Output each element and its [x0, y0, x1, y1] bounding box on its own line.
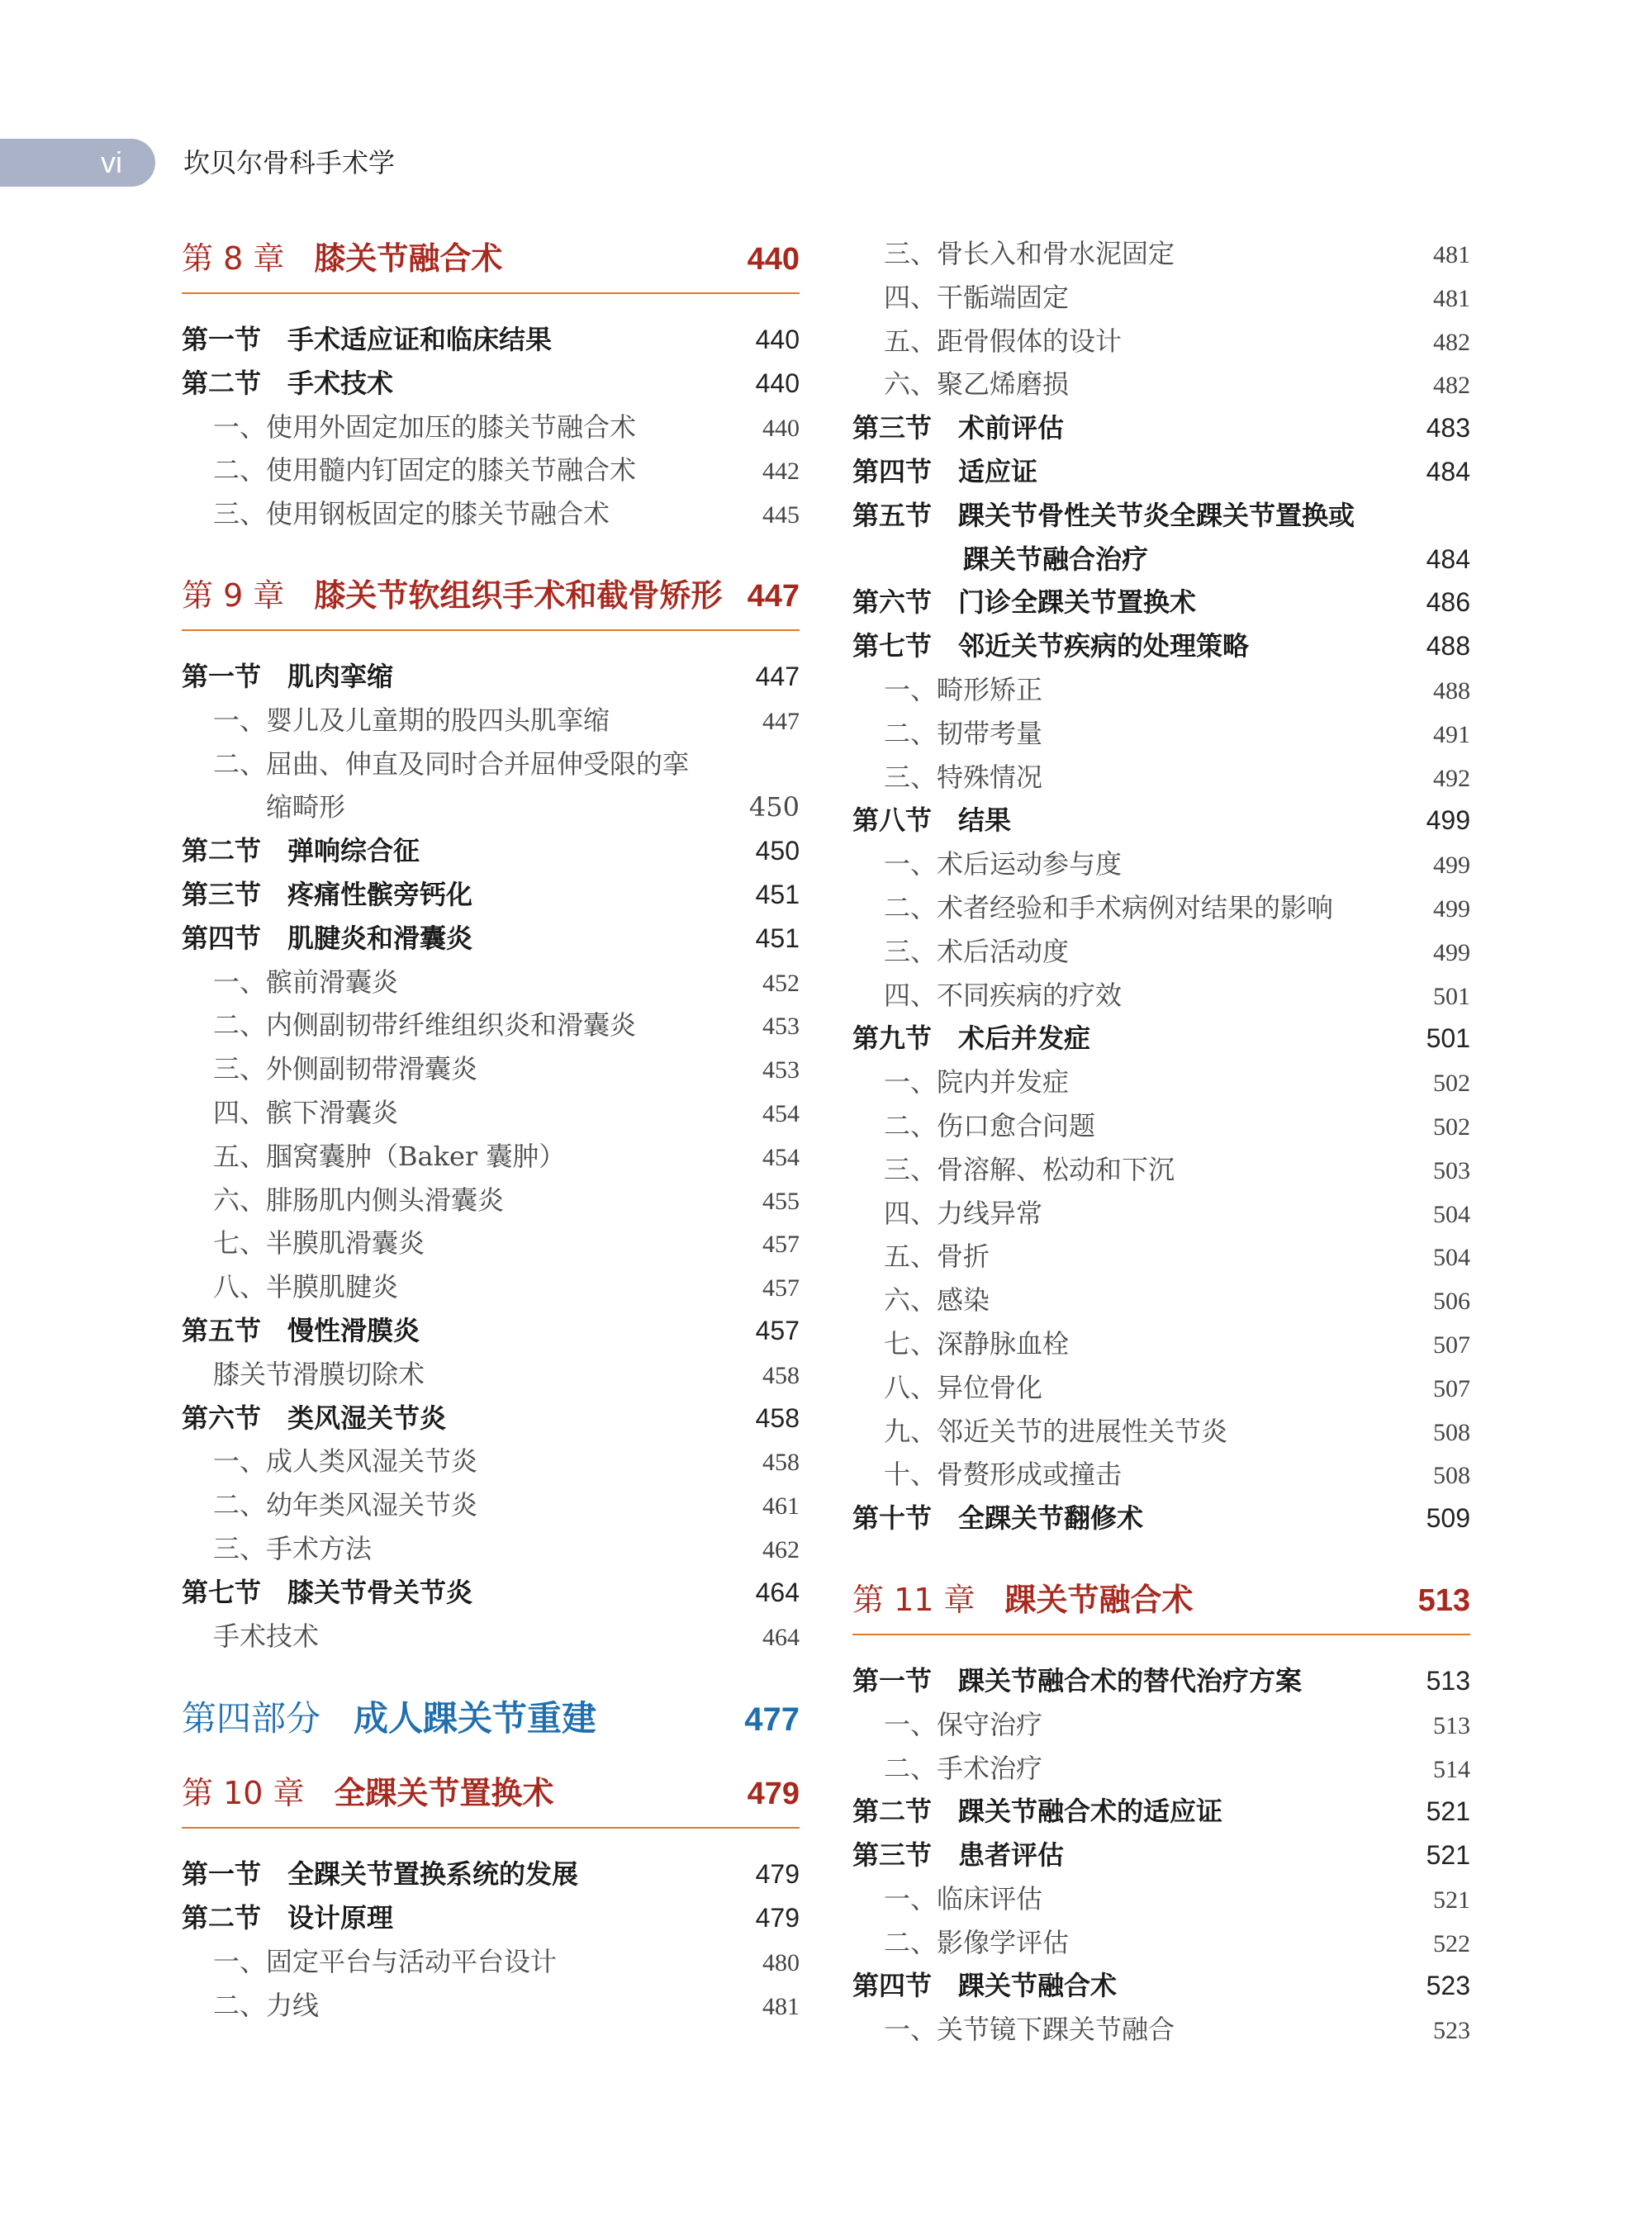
- toc-entry-title: 一、关节镜下踝关节融合: [884, 2014, 1175, 2046]
- toc-subsection-entry[interactable]: [182, 1528, 800, 1572]
- toc-entry-title: 二、幼年类风湿关节炎: [213, 1489, 478, 1521]
- toc-subsection-entry[interactable]: [852, 1748, 1470, 1791]
- toc-entry-page: 523: [1426, 1971, 1470, 2001]
- toc-entry-title: 一、成人类风湿关节炎: [213, 1445, 478, 1478]
- toc-section-entry[interactable]: [182, 918, 800, 961]
- toc-entry-page: 482: [1433, 328, 1470, 356]
- toc-entry-page: 464: [762, 1623, 800, 1651]
- toc-entry-title: 第二节 手术技术: [182, 367, 394, 399]
- toc-entry-page: 462: [762, 1535, 800, 1563]
- toc-subsection-entry[interactable]: [852, 757, 1470, 800]
- toc-entry-page: 484: [1426, 456, 1470, 486]
- toc-subsection-entry[interactable]: [182, 786, 800, 830]
- toc-entry-page: 486: [1426, 587, 1470, 618]
- toc-subsection-entry[interactable]: [182, 1004, 800, 1048]
- toc-entry-title: 第六节 类风湿关节炎: [182, 1402, 447, 1434]
- toc-entry-title: 二、手术治疗: [884, 1752, 1043, 1784]
- toc-section-entry[interactable]: [852, 581, 1470, 625]
- toc-list: [182, 656, 800, 1658]
- toc-subsection-entry[interactable]: [852, 1061, 1470, 1105]
- toc-section-entry[interactable]: [182, 656, 800, 700]
- toc-entry-page: 507: [1433, 1331, 1470, 1359]
- toc-entry-page: 445: [762, 501, 800, 529]
- toc-section-entry[interactable]: [852, 1660, 1470, 1704]
- toc-entry-page: 452: [762, 969, 800, 997]
- toc-entry-title: 三、术后活动度: [884, 935, 1070, 967]
- toc-entry-title: 第二节 踝关节融合术的适应证: [852, 1796, 1223, 1828]
- toc-entry-title: 三、特殊情况: [884, 761, 1043, 793]
- toc-entry-title: 五、距骨假体的设计: [884, 325, 1123, 357]
- toc-entry-title: 七、半膜肌滑囊炎: [213, 1227, 425, 1260]
- toc-entry-page: 442: [762, 458, 800, 486]
- toc-entry-title: 第一节 手术适应证和临床结果: [182, 324, 553, 355]
- toc-entry-page: 483: [1426, 413, 1470, 444]
- toc-subsection-entry[interactable]: [852, 1193, 1470, 1236]
- toc-list: [852, 1660, 1470, 2052]
- toc-entry-title: 手术技术: [213, 1620, 320, 1652]
- toc-entry-title: 四、不同疾病的疗效: [884, 979, 1123, 1011]
- toc-entry-page: 523: [1433, 2017, 1470, 2045]
- toc-entry-page: 440: [762, 414, 800, 442]
- toc-entry-title: 第三节 患者评估: [852, 1839, 1065, 1872]
- toc-entry-title: 三、骨溶解、松动和下沉: [884, 1153, 1175, 1185]
- toc-section-entry[interactable]: [852, 495, 1470, 539]
- toc-entry-title: 第四节 踝关节融合术: [852, 1970, 1118, 2002]
- part-heading[interactable]: [182, 1691, 800, 1758]
- toc-entry-page: 447: [755, 661, 800, 691]
- toc-entry-page: 521: [1426, 1840, 1470, 1871]
- chapter-number: 第 8 章: [182, 240, 285, 277]
- toc-entry-page: 479: [755, 1903, 800, 1933]
- toc-entry-page: 480: [762, 1948, 800, 1976]
- toc-entry-title: 二、影像学评估: [884, 1926, 1070, 1958]
- toc-subsection-entry[interactable]: [852, 1149, 1470, 1193]
- toc-entry-title: 八、异位骨化: [884, 1371, 1043, 1403]
- toc-entry-page: 513: [1433, 1711, 1470, 1739]
- chapter-heading[interactable]: [182, 570, 800, 631]
- toc-section-entry[interactable]: [182, 830, 800, 874]
- toc-entry-title: 第六节 门诊全踝关节置换术: [852, 586, 1197, 619]
- toc-subsection-entry[interactable]: [852, 277, 1470, 320]
- toc-entry-page: 506: [1433, 1288, 1470, 1316]
- toc-subsection-entry[interactable]: [852, 2009, 1470, 2052]
- part-title: 成人踝关节重建: [354, 1698, 597, 1739]
- toc-entry-title: 一、临床评估: [884, 1882, 1043, 1914]
- toc-entry-title: 第五节 踝关节骨性关节炎全踝关节置换或: [852, 499, 1355, 531]
- toc-subsection-entry[interactable]: [182, 1266, 800, 1310]
- chapter-page: 479: [747, 1777, 800, 1812]
- toc-subsection-entry[interactable]: [852, 975, 1470, 1018]
- toc-subsection-entry[interactable]: [852, 1704, 1470, 1748]
- toc-entry-page: 440: [755, 368, 800, 398]
- toc-entry-title: 一、保守治疗: [884, 1708, 1043, 1740]
- toc-subsection-entry[interactable]: [852, 1105, 1470, 1149]
- toc-entry-page: 514: [1433, 1755, 1470, 1783]
- toc-subsection-entry[interactable]: [852, 1236, 1470, 1279]
- toc-entry-title: 九、邻近关节的进展性关节炎: [884, 1415, 1228, 1447]
- toc-entry-title: 一、固定平台与活动平台设计: [213, 1945, 558, 1977]
- toc-entry-title: 第四节 肌腱炎和滑囊炎: [182, 922, 473, 954]
- toc-entry-title: 七、深静脉血栓: [884, 1327, 1070, 1359]
- toc-section-entry[interactable]: [852, 539, 1470, 582]
- toc-subsection-entry[interactable]: [182, 1985, 800, 2028]
- toc-entry-page: 499: [1426, 805, 1470, 836]
- toc-entry-page: 503: [1433, 1156, 1470, 1184]
- chapter-number: 第 9 章: [182, 576, 285, 614]
- toc-entry-page: 481: [762, 1992, 800, 2020]
- toc-entry-page: 461: [762, 1492, 800, 1521]
- toc-entry-page: 508: [1433, 1462, 1470, 1490]
- chapter-heading[interactable]: [182, 233, 800, 294]
- toc-entry-title: 二、力线: [213, 1989, 320, 2021]
- toc-entry-page: 454: [762, 1099, 800, 1127]
- toc-subsection-entry[interactable]: [182, 1484, 800, 1528]
- toc-section-entry[interactable]: [852, 1834, 1470, 1878]
- toc-entry-page: 440: [755, 325, 800, 354]
- toc-entry-page: 504: [1433, 1244, 1470, 1272]
- part-number: 第四部分: [182, 1698, 321, 1739]
- toc-subsection-entry[interactable]: [852, 1411, 1470, 1454]
- toc-entry-title: 第七节 邻近关节疾病的处理策略: [852, 630, 1250, 662]
- toc-entry-title: 一、髌前滑囊炎: [213, 966, 399, 998]
- toc-subsection-entry[interactable]: [182, 493, 800, 537]
- toc-section-entry[interactable]: [852, 451, 1470, 495]
- toc-entry-title: 第八节 结果: [852, 804, 1012, 837]
- toc-entry-page: 482: [1433, 372, 1470, 400]
- toc-entry-title: 第二节 设计原理: [182, 1902, 394, 1934]
- toc-subsection-entry[interactable]: [852, 1878, 1470, 1922]
- toc-section-entry[interactable]: [182, 1897, 800, 1941]
- toc-entry-page: 488: [1433, 676, 1470, 705]
- toc-entry-page: 457: [762, 1274, 800, 1302]
- toc-entry-title: 五、骨折: [884, 1241, 990, 1273]
- toc-subsection-entry[interactable]: [852, 1367, 1470, 1411]
- chapter-title: 膝关节融合术: [314, 240, 503, 277]
- toc-section-entry[interactable]: [182, 363, 800, 406]
- toc-subsection-entry[interactable]: [852, 1279, 1470, 1323]
- chapter-title: 膝关节软组织手术和截骨矫形: [314, 576, 723, 614]
- toc-entry-page: 481: [1433, 284, 1470, 312]
- toc-entry-page: 507: [1433, 1374, 1470, 1402]
- toc-section-entry[interactable]: [852, 1791, 1470, 1834]
- toc-entry-title: 二、术者经验和手术病例对结果的影响: [884, 891, 1334, 923]
- toc-subsection-entry[interactable]: [182, 1179, 800, 1223]
- toc-subsection-entry[interactable]: [182, 1136, 800, 1179]
- toc-entry-page: 458: [762, 1361, 800, 1389]
- toc-entry-page: 455: [762, 1187, 800, 1215]
- toc-entry-title: 八、半膜肌腱炎: [213, 1271, 399, 1303]
- toc-entry-page: 453: [762, 1056, 800, 1084]
- toc-right-column: [852, 233, 1470, 2052]
- toc-entry-title: 六、腓肠肌内侧头滑囊炎: [213, 1184, 505, 1216]
- toc-subsection-entry[interactable]: [852, 843, 1470, 887]
- toc-left-column: [182, 233, 800, 2028]
- toc-entry-page: 504: [1433, 1200, 1470, 1228]
- toc-subsection-entry[interactable]: [852, 669, 1470, 713]
- toc-entry-title: 二、屈曲、伸直及同时合并屈伸受限的挛: [213, 747, 690, 780]
- toc-entry-title: 一、院内并发症: [884, 1066, 1070, 1098]
- toc-section-entry[interactable]: [852, 1018, 1470, 1061]
- toc-entry-page: 458: [755, 1402, 800, 1433]
- toc-subsection-entry[interactable]: [852, 363, 1470, 407]
- toc-entry-title: 六、感染: [884, 1284, 990, 1317]
- toc-entry-title: 四、干骺端固定: [884, 281, 1070, 313]
- book-title: 坎贝尔骨科手术学: [183, 147, 396, 178]
- toc-subsection-entry[interactable]: [182, 700, 800, 743]
- toc-entry-title: 五、腘窝囊肿（Baker 囊肿）: [213, 1140, 566, 1172]
- toc-entry-title: 三、骨长入和骨水泥固定: [884, 238, 1175, 269]
- toc-entry-title: 第五节 慢性滑膜炎: [182, 1314, 420, 1346]
- chapter-number: 第 11 章: [852, 1581, 976, 1618]
- toc-entry-title: 第七节 膝关节骨关节炎: [182, 1576, 473, 1608]
- toc-entry-title: 二、内侧副韧带纤维组织炎和滑囊炎: [213, 1009, 637, 1041]
- toc-section-entry[interactable]: [182, 1310, 800, 1354]
- chapter-heading[interactable]: [852, 1574, 1470, 1635]
- toc-entry-title: 第一节 肌肉挛缩: [182, 660, 394, 692]
- toc-subsection-entry[interactable]: [182, 406, 800, 450]
- toc-entry-page: 457: [762, 1231, 800, 1259]
- toc-entry-page: 451: [755, 879, 800, 909]
- toc-entry-page: 501: [1433, 982, 1470, 1010]
- toc-entry-title: 四、力线异常: [884, 1197, 1043, 1229]
- toc-entry-page: 499: [1433, 938, 1470, 966]
- toc-entry-title: 第九节 术后并发症: [852, 1022, 1091, 1055]
- toc-entry-title: 第十节 全踝关节翻修术: [852, 1502, 1144, 1535]
- chapter-page: 440: [747, 242, 800, 277]
- toc-entry-title: 二、韧带考量: [884, 717, 1043, 749]
- toc-subsection-entry[interactable]: [852, 931, 1470, 975]
- toc-entry-title: 三、外侧副韧带滑囊炎: [213, 1053, 478, 1085]
- toc-list: [852, 233, 1470, 1541]
- toc-section-entry[interactable]: [852, 407, 1470, 451]
- toc-entry-title: 二、使用髓内钉固定的膝关节融合术: [213, 454, 637, 486]
- toc-section-entry[interactable]: [182, 874, 800, 918]
- toc-subsection-entry[interactable]: [852, 1323, 1470, 1367]
- toc-section-entry[interactable]: [182, 1397, 800, 1441]
- toc-entry-page: 491: [1433, 720, 1470, 748]
- toc-entry-title: 六、聚乙烯磨损: [884, 368, 1070, 401]
- toc-entry-title: 第四节 适应证: [852, 455, 1038, 487]
- toc-subsection-entry[interactable]: [852, 320, 1470, 364]
- toc-entry-title: 三、使用钢板固定的膝关节融合术: [213, 498, 610, 530]
- page-number-tab: [0, 139, 155, 187]
- toc-entry-page: 464: [755, 1577, 800, 1607]
- toc-subsection-entry[interactable]: [852, 1454, 1470, 1497]
- toc-subsection-entry[interactable]: [852, 713, 1470, 757]
- toc-entry-page: 481: [1433, 241, 1470, 268]
- toc-entry-page: 450: [748, 791, 800, 823]
- toc-entry-page: 499: [1433, 852, 1470, 880]
- toc-entry-page: 454: [762, 1143, 800, 1171]
- toc-subsection-entry[interactable]: [182, 1092, 800, 1136]
- toc-entry-page: 447: [762, 707, 800, 735]
- toc-entry-title: 踝关节融合治疗: [963, 543, 1149, 575]
- toc-entry-page: 521: [1433, 1886, 1470, 1914]
- chapter-number: 第 10 章: [182, 1775, 305, 1812]
- toc-subsection-entry[interactable]: [852, 1922, 1470, 1966]
- toc-entry-title: 第二节 弹响综合征: [182, 835, 420, 867]
- toc-entry-page: 453: [762, 1013, 800, 1041]
- toc-entry-page: 450: [755, 836, 800, 866]
- toc-section-entry[interactable]: [852, 625, 1470, 669]
- toc-entry-title: 缩畸形: [266, 791, 346, 823]
- toc-entry-page: 499: [1433, 894, 1470, 923]
- toc-section-entry[interactable]: [852, 799, 1470, 843]
- chapter-title: 全踝关节置换术: [334, 1775, 554, 1812]
- toc-entry-title: 第一节 全踝关节置换系统的发展: [182, 1858, 579, 1891]
- toc-entry-title: 十、骨赘形成或撞击: [884, 1459, 1123, 1491]
- toc-entry-page: 521: [1426, 1796, 1470, 1827]
- toc-entry-page: 513: [1426, 1665, 1470, 1696]
- toc-entry-title: 第三节 疼痛性髌旁钙化: [182, 878, 473, 910]
- toc-entry-page: 501: [1426, 1023, 1470, 1054]
- toc-subsection-entry[interactable]: [182, 961, 800, 1005]
- toc-entry-title: 第一节 踝关节融合术的替代治疗方案: [852, 1664, 1303, 1696]
- toc-subsection-entry[interactable]: [182, 1941, 800, 1985]
- toc-subsection-entry[interactable]: [182, 743, 800, 787]
- toc-entry-title: 一、婴儿及儿童期的股四头肌挛缩: [213, 704, 610, 736]
- toc-entry-title: 第三节 术前评估: [852, 412, 1065, 444]
- toc-subsection-entry[interactable]: [852, 887, 1470, 931]
- toc-entry-title: 二、伤口愈合问题: [884, 1109, 1096, 1141]
- toc-subsection-entry[interactable]: [852, 233, 1470, 277]
- toc-list: [182, 319, 800, 537]
- toc-subsection-entry[interactable]: [182, 1440, 800, 1484]
- chapter-heading[interactable]: [182, 1767, 800, 1829]
- toc-subsection-entry[interactable]: [182, 1048, 800, 1092]
- toc-entry-page: 502: [1433, 1113, 1470, 1141]
- toc-entry-page: 508: [1433, 1418, 1470, 1446]
- toc-entry-page: 457: [755, 1315, 800, 1345]
- toc-section-entry[interactable]: [182, 1853, 800, 1897]
- toc-section-entry[interactable]: [852, 1497, 1470, 1541]
- toc-entry-page: 502: [1433, 1070, 1470, 1098]
- toc-entry-page: 509: [1426, 1503, 1470, 1534]
- toc-section-entry[interactable]: [182, 1572, 800, 1616]
- toc-entry-title: 一、畸形矫正: [884, 673, 1043, 705]
- toc-subsection-entry[interactable]: [182, 449, 800, 493]
- chapter-page: 513: [1417, 1582, 1470, 1618]
- toc-list: [182, 1853, 800, 2028]
- toc-subsection-entry[interactable]: [182, 1616, 800, 1659]
- chapter-page: 447: [747, 578, 800, 614]
- toc-entry-page: 451: [755, 923, 800, 953]
- toc-section-entry[interactable]: [852, 1965, 1470, 2009]
- toc-entry-title: 三、手术方法: [213, 1532, 373, 1564]
- toc-entry-page: 458: [762, 1449, 800, 1477]
- toc-entry-page: 479: [755, 1859, 800, 1890]
- toc-entry-page: 522: [1433, 1929, 1470, 1957]
- toc-entry-page: 484: [1426, 543, 1470, 574]
- toc-entry-page: 492: [1433, 764, 1470, 792]
- toc-entry-title: 四、髌下滑囊炎: [213, 1096, 399, 1128]
- toc-entry-title: 膝关节滑膜切除术: [213, 1358, 425, 1390]
- toc-entry-title: 一、术后运动参与度: [884, 848, 1123, 880]
- page-number: vi: [101, 145, 122, 179]
- toc-entry-title: 一、使用外固定加压的膝关节融合术: [213, 410, 637, 443]
- toc-entry-page: 488: [1426, 631, 1470, 662]
- toc-subsection-entry[interactable]: [182, 1354, 800, 1397]
- part-page: 477: [744, 1701, 800, 1739]
- toc-subsection-entry[interactable]: [182, 1222, 800, 1266]
- chapter-title: 踝关节融合术: [1004, 1581, 1194, 1618]
- toc-section-entry[interactable]: [182, 319, 800, 363]
